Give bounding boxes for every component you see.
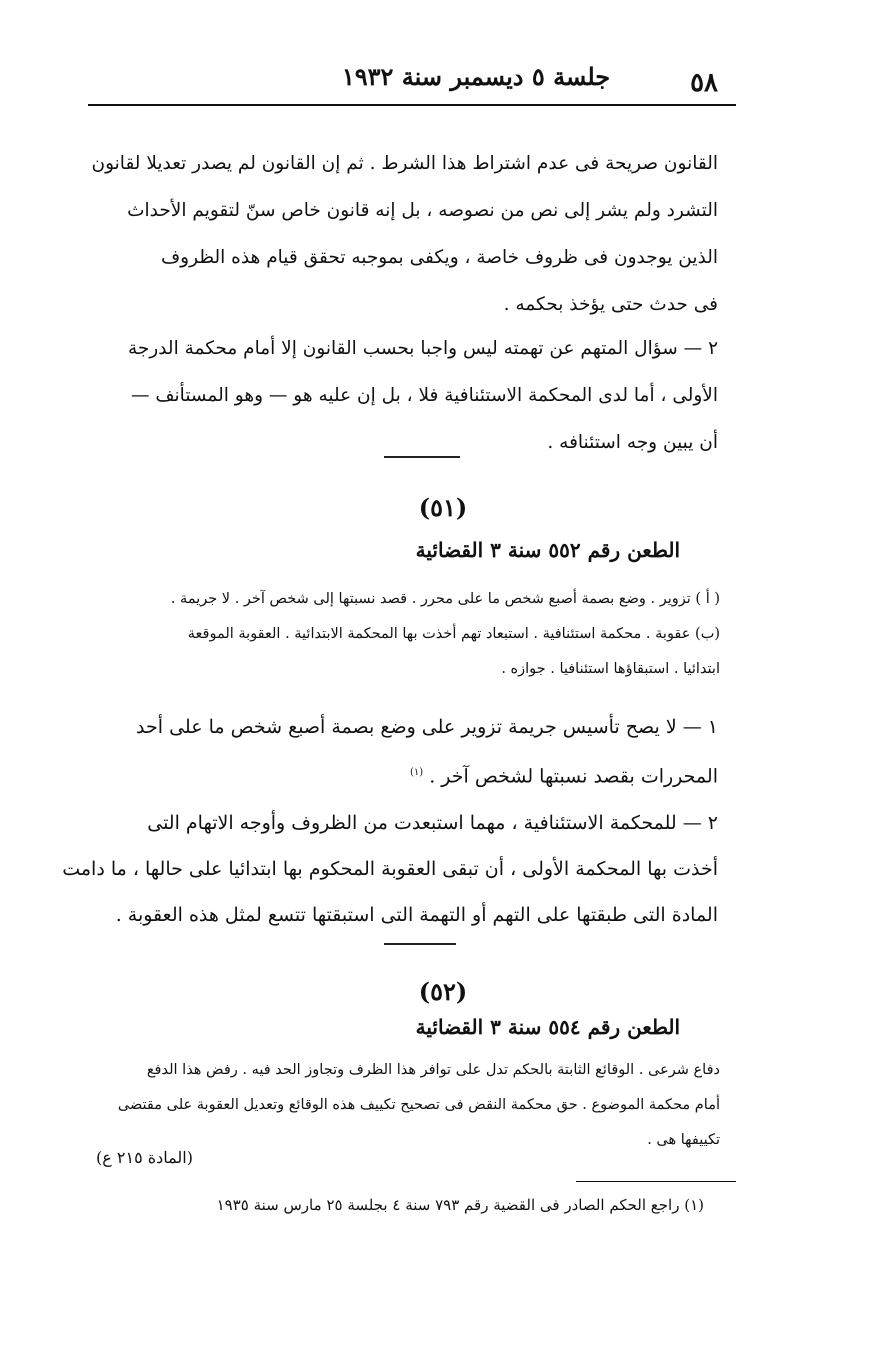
- summary-line: دفاع شرعى . الوقائع الثابتة بالحكم تدل على توافر هذا الظرف وتجاوز الحد فيه . رفض هذا الدفع: [146, 1062, 720, 1078]
- text-line: ٢ — سؤال المتهم عن تهمته ليس واجبا بحسب القانون إلا أمام محكمة الدرجة: [127, 338, 718, 359]
- text-line: أخذت بها المحكمة الأولى ، أن تبقى العقوبة المحكوم بها ابتدائيا على حالها ، ما دامت: [62, 858, 718, 880]
- case-summary: [96, 582, 720, 687]
- paragraph-continuation: [91, 140, 718, 328]
- case-number: (٥٢): [418, 977, 468, 1006]
- case-number: (٥١): [418, 493, 468, 522]
- text-line: [94, 750, 718, 799]
- summary-line: أمام محكمة الموضوع . حق محكمة النقض فى تصحيح تكييف هذه الوقائع وتعديل العقوبة على مقتضى: [117, 1097, 720, 1113]
- text-line: فى حدث حتى يؤخذ بحكمه .: [503, 294, 718, 315]
- footnote: (١) راجع الحكم الصادر فى القضية رقم ٧٩٣ سنة ٤ بجلسة ٢٥ مارس سنة ١٩٣٥: [216, 1196, 704, 1214]
- footnote-marker[interactable]: (١): [409, 767, 424, 778]
- text-line: الذين يوجدون فى ظروف خاصة ، ويكفى بموجبه تحقق قيام هذه الظروف: [161, 247, 718, 268]
- principle-paragraph-2: [62, 800, 718, 938]
- principle-paragraph-2: [94, 325, 718, 466]
- text-line: الأولى ، أما لدى المحكمة الاستئنافية فلا ، بل إن عليه هو — وهو المستأنف —: [131, 385, 718, 406]
- text-line: القانون صريحة فى عدم اشتراط هذا الشرط . ثم إن القانون لم يصدر تعديلا لقانون: [91, 153, 718, 174]
- text-line: أن يبين وجه استئنافه .: [547, 432, 718, 453]
- text-line: ١ — لا يصح تأسيس جريمة تزوير على وضع بصمة أصبع شخص ما على أحد: [136, 716, 718, 738]
- case-summary: [96, 1053, 720, 1158]
- text-segment: المحررات بقصد نسبتها لشخص آخر .: [429, 765, 718, 788]
- summary-line: (ب) عقوبة . محكمة استئنافية . استبعاد تهم أخذت بها المحكمة الابتدائية . العقوبة الموقعة: [187, 626, 720, 642]
- section-separator: [384, 943, 456, 945]
- text-line: المادة التى طبقتها على التهم أو التهمة التى استبقتها تتسع لمثل هذه العقوبة .: [115, 904, 718, 926]
- header-rule: [88, 104, 736, 106]
- text-line: التشرد ولم يشر إلى نص من نصوصه ، بل إنه قانون خاص سنّ لتقويم الأحداث: [127, 200, 718, 221]
- text-line: ٢ — للمحكمة الاستئنافية ، مهما استبعدت من الظروف وأوجه الاتهام التى: [147, 812, 718, 834]
- page-header-title: جلسة ٥ ديسمبر سنة ١٩٣٢: [341, 62, 611, 91]
- case-reference: الطعن رقم ٥٥٤ سنة ٣ القضائية: [415, 1015, 680, 1039]
- principle-paragraph-1: [94, 705, 718, 799]
- page-number: ٥٨: [690, 68, 718, 98]
- footnote-rule: [576, 1181, 736, 1182]
- section-separator: [384, 456, 460, 458]
- article-reference: (المادة ٢١٥ ع): [96, 1148, 193, 1167]
- summary-line: ( أ ) تزوير . وضع بصمة أصبع شخص ما على محرر . قصد نسبتها إلى شخص آخر . لا جريمة .: [170, 591, 720, 607]
- case-reference: الطعن رقم ٥٥٢ سنة ٣ القضائية: [415, 538, 680, 562]
- summary-line: ابتدائيا . استبقاؤها استئنافيا . جوازه .: [501, 661, 720, 677]
- summary-line: تكييفها هى .: [647, 1132, 720, 1148]
